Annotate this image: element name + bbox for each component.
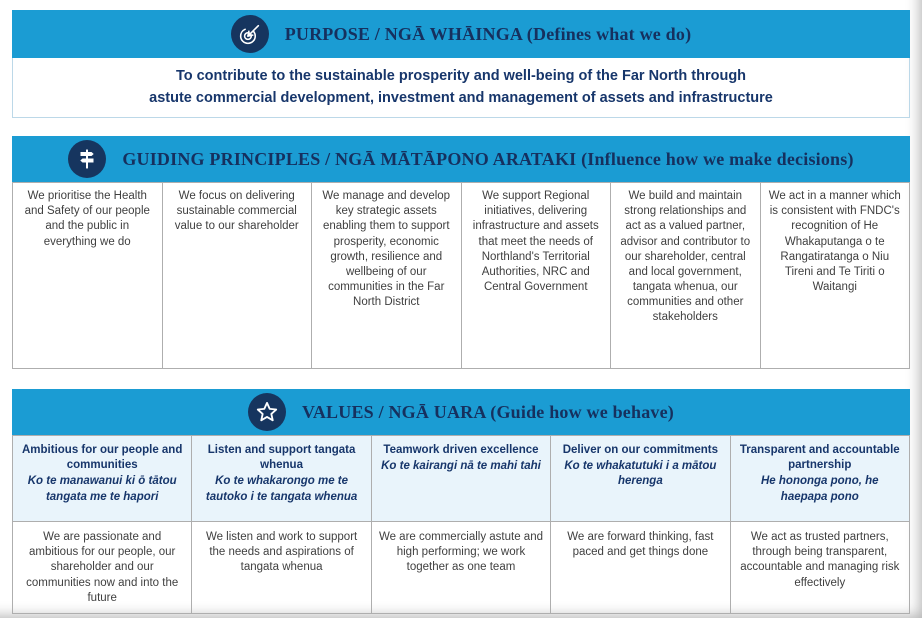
value-heading-cell-5 [730,436,909,522]
principle-cell-2: We focus on delivering sustainable commercial value to our shareholder [162,183,312,369]
value-heading-en: Teamwork driven excellence [383,444,539,456]
value-heading-en: Listen and support tangata whenua [207,444,356,472]
value-heading-cell-3 [371,436,550,522]
value-heading-mi: Ko te manawanui ki ō tātou tangata me te hapori [27,475,177,503]
principles-row [13,183,910,369]
value-body-cell-5: We act as trusted partners, through being transparent, accountable and managing risk effectively [730,522,909,614]
purpose-statement-line2: astute commercial development, investment and management of assets and infrastructure [149,89,773,106]
value-body-cell-3: We are commercially astute and high performing; we work together as one team [371,522,550,614]
value-heading-mi: Ko te kairangi nā te mahi tahi [381,460,541,473]
star-icon [248,393,286,431]
signpost-icon [68,140,106,178]
principle-cell-1: We prioritise the Health and Safety of our people and the public in everything we do [13,183,163,369]
values-table [12,435,910,614]
principles-header [12,136,910,182]
value-heading-cell-4 [551,436,730,522]
purpose-header [12,10,910,58]
value-body-cell-2: We listen and work to support the needs and aspirations of tangata whenua [192,522,371,614]
spacer [12,118,910,136]
principle-cell-5: We build and maintain strong relationships and act as a valued partner, advisor and contributor to our shareholder, central and local government, tangata whenua, our communities and other stakeholders [611,183,761,369]
value-body-cell-4: We are forward thinking, fast paced and get things done [551,522,730,614]
principles-title: GUIDING PRINCIPLES / NGĀ MĀTĀPONO ARATAKI (Influence how we make decisions) [122,148,854,169]
value-heading-mi: Ko te whakatutuki i a mātou herenga [564,460,717,488]
spacer [12,369,910,389]
values-title: VALUES / NGĀ UARA (Guide how we behave) [301,401,674,422]
value-heading-en: Deliver on our commitments [562,444,719,456]
values-heading-row [13,436,910,522]
values-body-row [13,522,910,614]
values-header [12,389,910,435]
purpose-statement [12,58,910,118]
target-arrow-icon [231,15,269,53]
purpose-title: PURPOSE / NGĀ WHĀINGA (Defines what we do) [284,23,692,44]
value-heading-mi: He hononga pono, he haepapa pono [761,475,879,503]
value-body-cell-1: We are passionate and ambitious for our people, our shareholder and our communities now and into the future [13,522,192,614]
purpose-statement-line1: To contribute to the sustainable prosperity and well-being of the Far North through [175,68,747,85]
value-heading-cell-1 [13,436,192,522]
value-heading-en: Transparent and accountable partnership [739,444,900,472]
value-heading-en: Ambitious for our people and communities [22,444,183,472]
principle-cell-6: We act in a manner which is consistent with FNDC's recognition of He Whakaputanga o te Rangatiratanga o Niu Tireni and Te Tiriti o Waitangi [760,183,910,369]
value-heading-mi: Ko te whakarongo me te tautoko i te tangata whenua [205,475,358,503]
principle-cell-4: We support Regional initiatives, delivering infrastructure and assets that meet the needs of Northland's Territorial Authorities, NRC and Central Government [461,183,611,369]
principle-cell-3: We manage and develop key strategic assets enabling them to support prosperity, economic growth, resilience and wellbeing of our communities in the Far North District [312,183,462,369]
principles-table [12,182,910,369]
value-heading-cell-2 [192,436,371,522]
